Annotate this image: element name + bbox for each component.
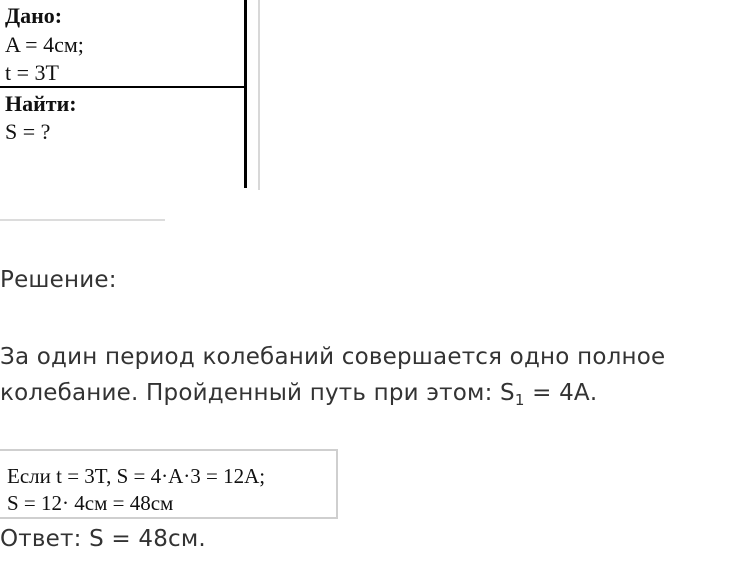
box-bottom-line — [0, 219, 165, 221]
solution-heading: Решение: — [0, 267, 117, 293]
find-heading: Найти: — [5, 91, 77, 116]
solution-line-2-prefix: колебание. Пройденный путь при этом: S — [0, 380, 515, 406]
solution-line-2-suffix: = 4А. — [524, 380, 598, 406]
given-find-divider — [0, 86, 244, 88]
box-edge-line — [258, 0, 260, 190]
solution-line-2 — [0, 376, 597, 410]
solution-line-1: За один период колебаний совершается одно полное — [0, 344, 666, 370]
calculation-line-2: S = 12· 4см = 48см — [7, 491, 174, 515]
calculation-line-1: Если t = 3T, S = 4·A·3 = 12A; — [7, 464, 266, 488]
calculation-box — [0, 449, 338, 519]
given-heading: Дано: — [5, 3, 63, 28]
given-time: t = 3T — [5, 60, 59, 85]
given-find-box — [0, 0, 247, 188]
given-amplitude: A = 4см; — [5, 32, 84, 57]
find-target: S = ? — [5, 119, 51, 144]
answer-text: Ответ: S = 48см. — [0, 526, 206, 552]
path-subscript: 1 — [514, 391, 525, 409]
